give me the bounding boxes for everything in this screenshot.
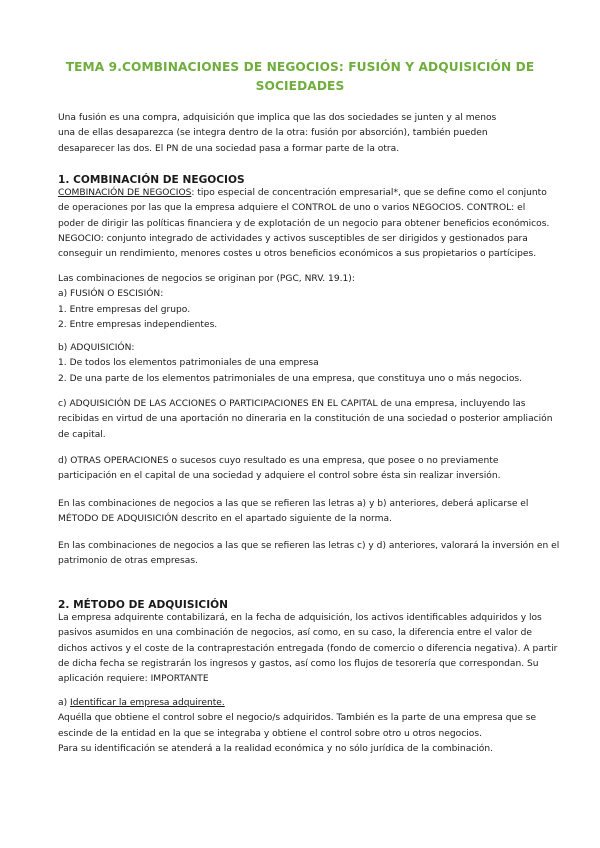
section-heading-metodo: 2. MÉTODO DE ADQUISICIÓN <box>58 599 229 611</box>
list-item: participación en el capital de una sociedad y adquiere el control sobre ésta sin realizar inversión. <box>58 471 501 482</box>
definition-paragraph <box>58 186 550 262</box>
definition-text: : tipo especial de concentración empresarial*, que se define como el conjunto <box>191 188 547 198</box>
paragraph-line: Una fusión es una compra, adquisición que implica que las dos sociedades se junten y al menos <box>58 113 497 123</box>
paragraph-line: conseguir un rendimiento, menores costes u otros beneficios económicos a sus propietarios o partícipes. <box>58 249 537 260</box>
list-item: b) ADQUISICIÓN: <box>58 343 135 353</box>
paragraph-line: Para su identificación se atenderá a la realidad económica y no sólo jurídica de la combinación. <box>58 743 494 754</box>
paragraph-line: poder de dirigir las políticas financiera y de explotación de un negocio para obtener beneficios económicos. <box>58 218 550 229</box>
title-line-2: SOCIEDADES <box>255 79 345 93</box>
paragraph-line: Aquélla que obtiene el control sobre el negocio/s adquiridos. También es la parte de una empresa que se <box>58 713 537 724</box>
document-title <box>40 58 560 96</box>
paragraph-line <box>58 186 547 201</box>
paragraph-line: dichos activos y el coste de la contraprestación entregada (fondo de comercio o diferencia negativa). A partir <box>58 643 558 654</box>
paragraph-line: aplicación requiere: IMPORTANTE <box>58 674 209 685</box>
paragraph-line: NEGOCIO: conjunto integrado de actividades y activos susceptibles de ser dirigidos y gestionados para <box>58 233 528 244</box>
subsection-a-paragraph <box>58 696 540 757</box>
paragraph-line: desaparecer las dos. El PN de una sociedad pasa a formar parte de la otra. <box>58 143 400 154</box>
note-cd-paragraph <box>58 539 560 570</box>
paragraph-line: Las combinaciones de negocios se originan por (PGC, NRV. 19.1): <box>58 274 355 284</box>
list-item: 2. Entre empresas independientes. <box>58 319 218 330</box>
paragraph-line: de dicha fecha se registrarán los ingresos y gastos, así como los flujos de tesorería que correspondan. Su <box>58 658 539 669</box>
paragraph-line: En las combinaciones de negocios a las que se refieren las letras c) y d) anteriores, valorará la inversión en el <box>58 541 560 551</box>
subsection-heading <box>58 696 540 711</box>
list-item: c) ADQUISICIÓN DE LAS ACCIONES O PARTICIPACIONES EN EL CAPITAL de una empresa, incluyendo las <box>58 399 526 409</box>
note-ab-paragraph <box>58 497 540 528</box>
item-d-paragraph <box>58 454 540 485</box>
title-line-1: TEMA 9.COMBINACIONES DE NEGOCIOS: FUSIÓN Y ADQUISICIÓN DE <box>65 60 535 74</box>
subsection-prefix: a) <box>58 698 71 708</box>
list-item: 2. De una parte de los elementos patrimoniales de una empresa, que constituya uno o más negocios. <box>58 373 523 384</box>
list-item: 1. Entre empresas del grupo. <box>58 304 191 315</box>
paragraph-line: La empresa adquirente contabilizará, en la fecha de adquisición, los activos identificables adquiridos y los <box>58 613 542 623</box>
paragraph-line: patrimonio de otras empresas. <box>58 556 198 567</box>
paragraph-line: MÉTODO DE ADQUISICIÓN descrito en el apartado siguiente de la norma. <box>58 514 392 525</box>
paragraph-line: En las combinaciones de negocios a las que se refieren las letras a) y b) anteriores, deberá aplicarse el <box>58 499 529 509</box>
list-item: a) FUSIÓN O ESCISIÓN: <box>58 289 164 300</box>
paragraph-line: escinde de la entidad en la que se integraba y obtiene el control sobre otro u otros negocios. <box>58 728 482 739</box>
intro-paragraph <box>58 111 540 157</box>
section-heading-combinacion: 1. COMBINACIÓN DE NEGOCIOS <box>58 174 245 186</box>
subsection-label: Identificar la empresa adquirente. <box>70 698 225 708</box>
list-item: d) OTRAS OPERACIONES o sucesos cuyo resultado es una empresa, que posee o no previamente <box>58 456 499 466</box>
definition-term: COMBINACIÓN DE NEGOCIOS <box>58 188 192 198</box>
list-item: 1. De todos los elementos patrimoniales de una empresa <box>58 358 319 369</box>
item-b-paragraph <box>58 341 540 387</box>
paragraph-line: una de ellas desaparezca (se integra dentro de la otra: fusión por absorción), también pueden <box>58 128 488 139</box>
list-item: recibidas en virtud de una aportación no dineraria en la constitución de una sociedad o posterior ampliación <box>58 414 553 425</box>
method-paragraph <box>58 611 558 687</box>
paragraph-line: pasivos asumidos en una combinación de negocios, así como, en su caso, la diferencia entre el valor de <box>58 628 532 639</box>
item-c-paragraph <box>58 397 553 443</box>
list-item: de capital. <box>58 429 106 440</box>
paragraph-line: de operaciones por las que la empresa adquiere el CONTROL de uno o varios NEGOCIOS. CONTROL: el <box>58 203 526 214</box>
origin-paragraph <box>58 272 540 333</box>
